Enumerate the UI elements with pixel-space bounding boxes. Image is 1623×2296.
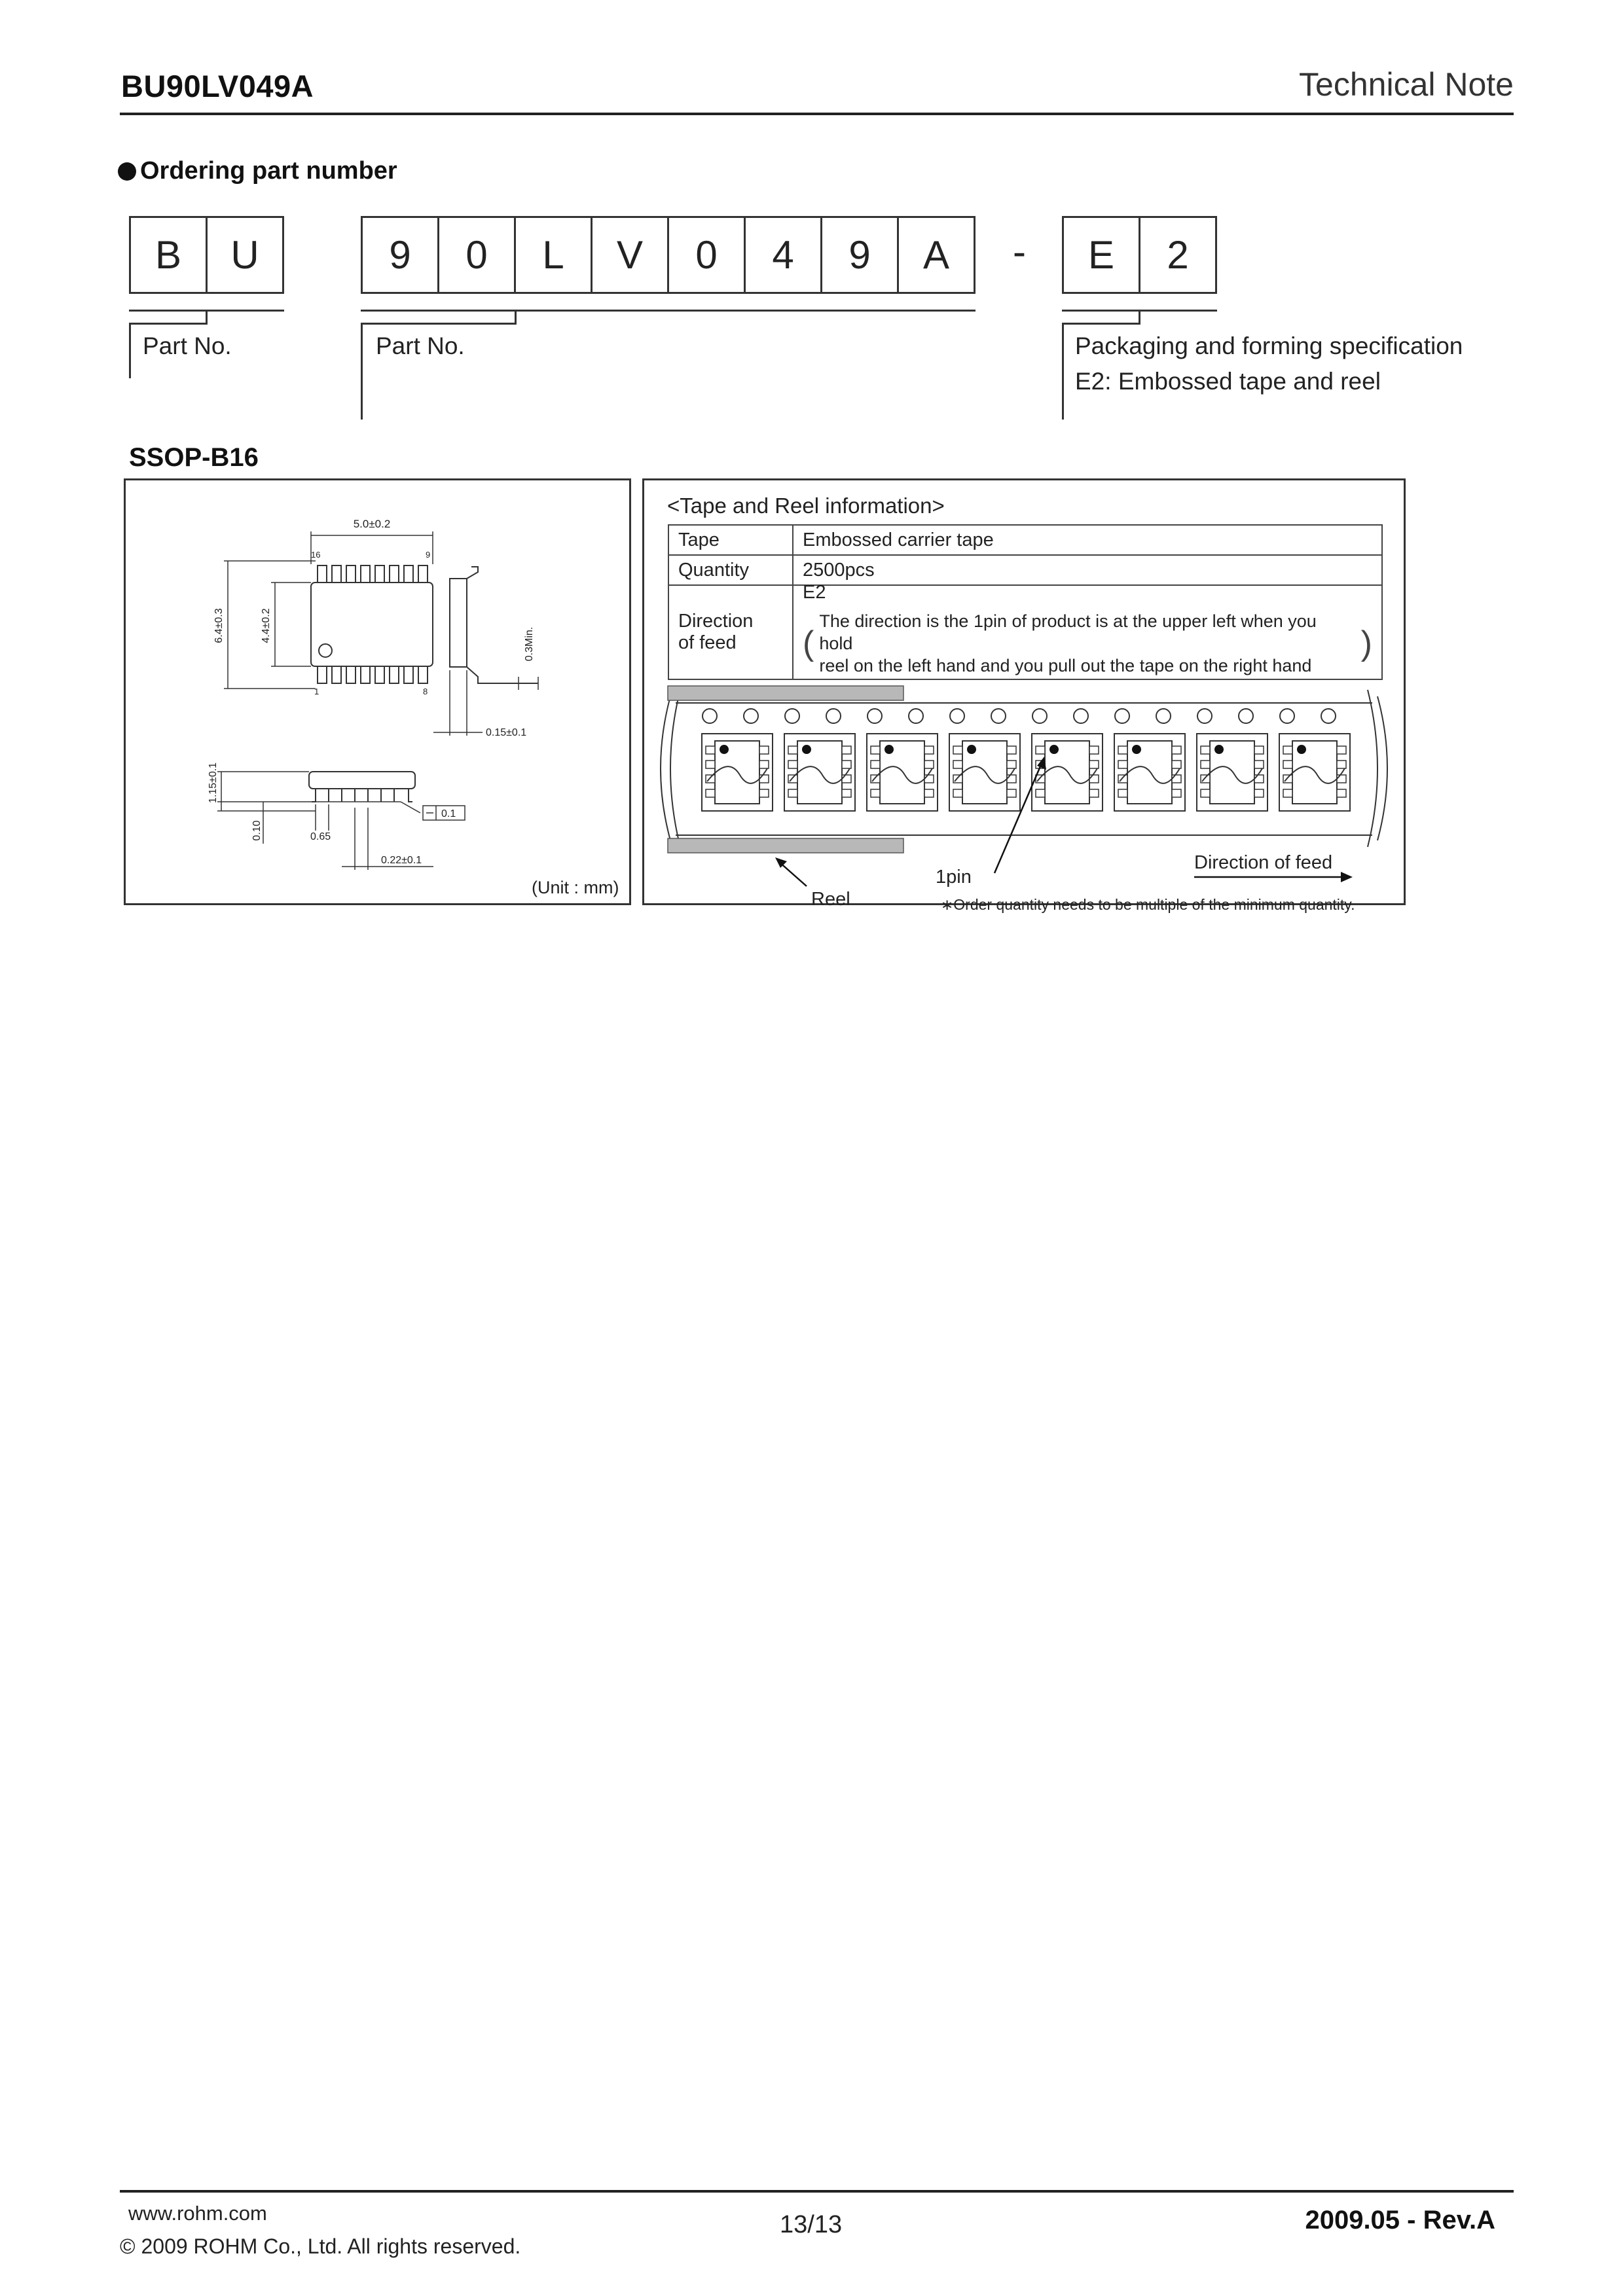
pn-dash: -: [1013, 230, 1026, 274]
series-label: Part No.: [143, 332, 232, 359]
document-type-label: Technical Note: [1299, 66, 1514, 103]
sprocket-hole: [1239, 709, 1253, 723]
dim-lead-min: 0.3Min.: [524, 626, 535, 662]
tape-value-cell: Embossed carrier tape: [793, 525, 1382, 555]
packaging-label: Packaging and forming specification: [1075, 332, 1463, 359]
tape-reel-panel: [642, 478, 1406, 913]
pn-char-box: 4: [744, 216, 822, 294]
sprocket-hole: [991, 709, 1006, 723]
feed-direction-label: Direction of feed: [1194, 852, 1333, 873]
reel-label: Reel: [811, 889, 850, 910]
pn-char-box: B: [129, 216, 208, 294]
sprocket-hole: [1156, 709, 1171, 723]
pin1-label: 1: [314, 687, 319, 696]
dim-flatness: 0.1: [441, 808, 456, 819]
dim-lead-width: 0.22±0.1: [381, 855, 422, 866]
part-label: Part No.: [376, 332, 465, 359]
pn-char-box: U: [206, 216, 284, 294]
dim-pitch: 0.65: [310, 831, 331, 842]
bracket-line: [129, 323, 208, 325]
bracket-line: [361, 310, 976, 312]
pn-char-box: A: [897, 216, 976, 294]
sprocket-hole: [867, 709, 882, 723]
dim-body-width: 5.0±0.2: [353, 518, 391, 530]
paren-left-icon: (: [803, 624, 814, 662]
packaging-code-label: E2: Embossed tape and reel: [1075, 368, 1381, 395]
footer-copyright: © 2009 ROHM Co., Ltd. All rights reserved.: [120, 2234, 521, 2258]
document-part-title: BU90LV049A: [121, 69, 314, 103]
package-name: SSOP-B16: [129, 443, 259, 472]
bracket-line: [206, 310, 208, 324]
sprocket-hole: [702, 709, 717, 723]
bracket-line: [1139, 310, 1140, 324]
tape-label-cell: Tape: [668, 525, 793, 555]
table-row: [668, 585, 1382, 679]
direction-text-line: The direction is the 1pin of product is at the upper left when you hold: [819, 611, 1317, 653]
sprocket-hole: [826, 709, 841, 723]
dim-thickness: 0.15±0.1: [486, 727, 527, 738]
sprocket-hole: [950, 709, 964, 723]
unit-label: (Unit : mm): [532, 878, 619, 897]
bracket-line: [361, 323, 517, 325]
package-drawing-panel: [124, 478, 631, 905]
component-pocket: [1279, 734, 1350, 811]
direction-label-cell: [668, 585, 793, 679]
tape-illustration: [644, 683, 1404, 925]
pn-char-box: 9: [820, 216, 899, 294]
sprocket-hole: [1032, 709, 1047, 723]
feed-arrow-icon: [1341, 872, 1353, 882]
direction-text: [819, 610, 1349, 677]
dim-height: 1.15±0.1: [208, 762, 219, 804]
pin8-label: 8: [423, 687, 428, 696]
component-pocket: [702, 734, 773, 811]
cover-tape-bottom: [668, 838, 903, 853]
component-pocket: [1032, 734, 1103, 811]
pn-char-box: 0: [667, 216, 746, 294]
package-outline-drawing: [126, 480, 629, 903]
pn-char-box: E: [1062, 216, 1140, 294]
header-rule: [120, 113, 1514, 115]
ordering-heading-text: Ordering part number: [140, 157, 397, 185]
sprocket-hole: [744, 709, 758, 723]
pn-char-box: L: [514, 216, 593, 294]
bracket-line: [515, 310, 517, 324]
cover-tape-top: [668, 686, 903, 700]
tape-reel-title: <Tape and Reel information>: [667, 493, 945, 518]
quantity-label-cell: Quantity: [668, 555, 793, 585]
direction-label-line: of feed: [678, 632, 737, 653]
pn-char-box: V: [591, 216, 669, 294]
revision-label: 2009.05 - Rev.A: [1305, 2206, 1495, 2234]
quantity-value-cell: 2500pcs: [793, 555, 1382, 585]
bracket-line: [361, 323, 363, 420]
sprocket-hole: [1074, 709, 1088, 723]
footer-url[interactable]: www.rohm.com: [128, 2202, 267, 2225]
pin1-callout-label: 1pin: [936, 867, 972, 888]
bullet-icon: [118, 162, 136, 181]
footer-rule: [120, 2190, 1514, 2193]
tape-reel-table: [668, 524, 1383, 680]
component-pocket: [867, 734, 938, 811]
direction-label-line: Direction: [678, 611, 754, 632]
sprocket-hole: [1321, 709, 1336, 723]
sprocket-hole: [909, 709, 923, 723]
bracket-line: [129, 323, 131, 378]
sprocket-hole: [1280, 709, 1294, 723]
pin16-label: 16: [311, 550, 321, 560]
dim-body-height: 4.4±0.2: [261, 608, 272, 643]
bracket-line: [1062, 323, 1140, 325]
component-pocket: [784, 734, 855, 811]
pn-char-box: 2: [1139, 216, 1217, 294]
sprocket-hole: [1115, 709, 1129, 723]
sprocket-hole: [1197, 709, 1212, 723]
direction-code: E2: [803, 581, 826, 603]
direction-text-line: reel on the left hand and you pull out the tape on the right hand: [819, 655, 1312, 675]
bracket-line: [1062, 323, 1064, 420]
direction-text-group: [803, 610, 1372, 677]
direction-value-cell: [793, 581, 1382, 679]
order-quantity-note: ∗Order quantity needs to be multiple of the minimum quantity.: [941, 896, 1355, 913]
ordering-heading: [118, 157, 397, 185]
dim-total-height: 6.4±0.3: [213, 608, 225, 643]
pn-char-box: 9: [361, 216, 439, 294]
pin9-label: 9: [426, 550, 431, 560]
dim-standoff: 0.10: [251, 820, 263, 841]
component-pocket: [949, 734, 1020, 811]
pn-char-box: 0: [437, 216, 516, 294]
paren-right-icon: ): [1360, 624, 1372, 662]
sprocket-hole: [785, 709, 799, 723]
table-row: [668, 555, 1382, 585]
table-row: [668, 525, 1382, 555]
component-pocket: [1197, 734, 1267, 811]
page-number: 13/13: [780, 2211, 843, 2238]
component-pocket: [1114, 734, 1185, 811]
